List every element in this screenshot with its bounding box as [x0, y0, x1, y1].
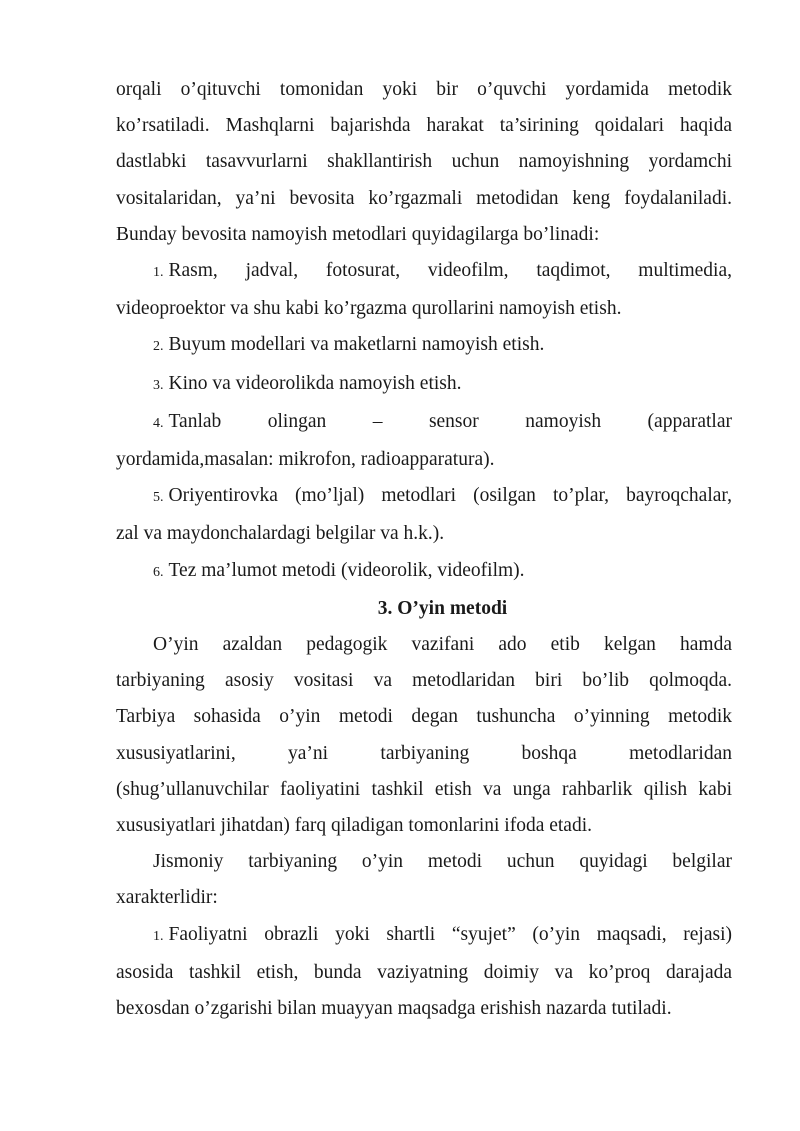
list-item-line — [116, 553, 732, 591]
intro-line: ko’rsatiladi. Mashqlarni bajarishda harakat ta’sirining qoidalari haqida — [116, 115, 732, 137]
list-number: 1. — [153, 928, 164, 944]
list-item-text: Tanlab olingan – sensor namoyish (apparatlar — [168, 410, 732, 432]
list-item-line — [116, 917, 732, 955]
list-item-line — [116, 253, 732, 291]
list-number: 3. — [153, 377, 164, 393]
body-line: tarbiyaning asosiy vositasi va metodlaridan biri bo’lib qolmoqda. — [116, 670, 732, 692]
body-line: (shug’ullanuvchilar faoliyatini tashkil etish va unga rahbarlik qilish kabi — [116, 778, 732, 800]
list-item-line — [116, 366, 732, 404]
list-item-line — [116, 478, 732, 516]
list-item — [116, 917, 732, 1028]
list-item-text: Oriyentirovka (mo’ljal) metodlari (osilgan to’plar, bayroqchalar, — [168, 485, 732, 507]
list-number: 5. — [153, 490, 164, 506]
body-line: xususiyatlari jihatdan) farq qiladigan tomonlarini ifoda etadi. — [116, 815, 592, 837]
list-item — [116, 478, 732, 552]
list-number: 4. — [153, 415, 164, 431]
list-item-line — [116, 327, 732, 365]
list-item-line: asosida tashkil etish, bunda vaziyatning doimiy va ko’proq darajada — [116, 961, 732, 983]
list-item — [116, 253, 732, 327]
list-item-text: Buyum modellari va maketlarni namoyish etish. — [168, 334, 545, 356]
list-number: 1. — [153, 265, 164, 281]
list-item-text: Tez ma’lumot metodi (videorolik, videofilm). — [168, 559, 525, 581]
list-item-line — [116, 404, 732, 442]
intro-line: orqali o’qituvchi tomonidan yoki bir o’quvchi yordamida metodik — [116, 79, 732, 100]
list-item — [116, 327, 732, 365]
list-item-text: Rasm, jadval, fotosurat, videofilm, taqdimot, multimedia, — [168, 260, 732, 282]
list-item-text: Faoliyatni obrazli yoki shartli “syujet” (o’yin maqsadi, rejasi) — [168, 923, 732, 945]
list-item-text: Kino va videorolikda namoyish etish. — [168, 372, 462, 394]
list-item — [116, 366, 732, 404]
body-line: xarakterlidir: — [116, 887, 218, 909]
intro-line: dastlabki tasavvurlarni shakllantirish uchun namoyishning yordamchi — [116, 151, 732, 173]
list-item-line: bexosdan o’zgarishi bilan muayyan maqsadga erishish nazarda tutiladi. — [116, 998, 672, 1020]
body-line: Tarbiya sohasida o’yin metodi degan tushuncha o’yinning metodik — [116, 706, 732, 728]
body-line: xususiyatlarini, ya’ni tarbiyaning boshqa metodlaridan — [116, 742, 732, 764]
intro-line: Bunday bevosita namoyish metodlari quyidagilarga bo’linadi: — [116, 223, 600, 245]
list-item-line: zal va maydonchalardagi belgilar va h.k.). — [116, 523, 445, 545]
body-line: O’yin azaldan pedagogik vazifani ado etib kelgan hamda — [153, 634, 732, 656]
list-number: 6. — [153, 564, 164, 580]
list-item — [116, 553, 732, 591]
list-item-line: yordamida,masalan: mikrofon, radioapparatura). — [116, 449, 495, 471]
body-line: Jismoniy tarbiyaning o’yin metodi uchun quyidagi belgilar — [153, 851, 732, 873]
list-item-line: videoproektor va shu kabi ko’rgazma qurollarini namoyish etish. — [116, 298, 622, 320]
intro-line: vositalaridan, ya’ni bevosita ko’rgazmali metodidan keng foydalaniladi. — [116, 187, 732, 209]
list-item — [116, 404, 732, 478]
list-number: 2. — [153, 339, 164, 355]
section-heading: 3. O’yin metodi — [377, 597, 508, 619]
document-page — [116, 72, 732, 1027]
